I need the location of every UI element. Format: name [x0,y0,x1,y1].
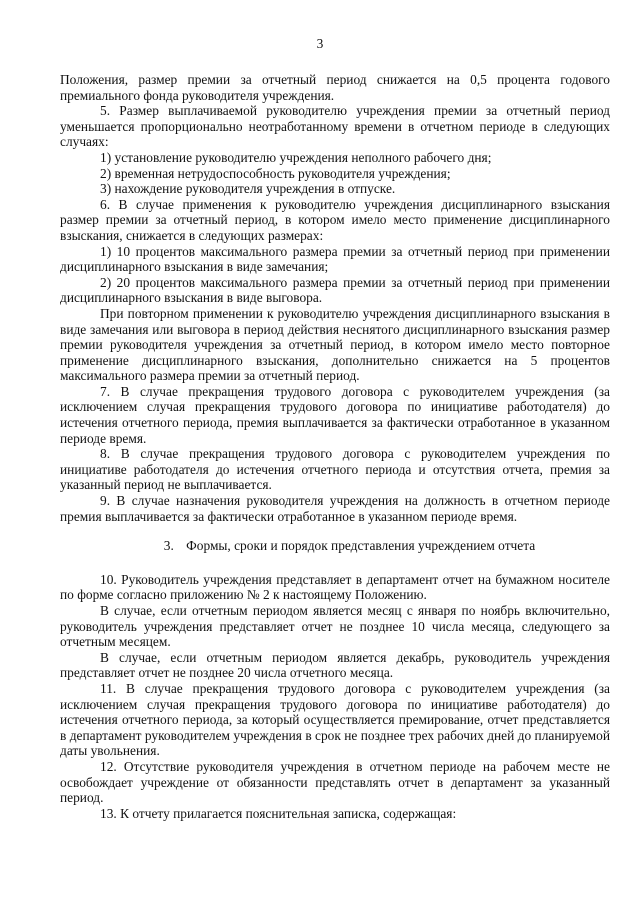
list-item-5-1: 1) установление руководителю учреждения неполного рабочего дня; [100,149,492,165]
list-item-5-2: 2) временная нетрудоспособность руководителя учреждения; [100,165,451,181]
paragraph-6: 6. В случае применения к руководителю учреждения дисциплинарного взыскания размер премии за отчетный период, в котором имело место применение дисциплинарного взыскания, снижается в следующих размерах: [60,196,610,243]
document-body [60,72,610,821]
section-heading [60,538,610,554]
paragraph-9: 9. В случае назначения руководителя учреждения на должность в отчетном периоде премия выплачивается за фактически отработанное в указанном периоде время. [60,493,610,524]
paragraph-5: 5. Размер выплачиваемой руководителю учреждения премии за отчетный период уменьшается пропорционально неотработанному времени в отчетном периоде в следующих случаях: [60,103,610,150]
section-title: Формы, сроки и порядок представления учреждением отчета [186,538,536,554]
paragraph-13: 13. К отчету прилагается пояснительная записка, содержащая: [100,805,457,821]
list-item-6-1: 1) 10 процентов максимального размера премии за отчетный период при применении дисциплинарного взыскания в виде замечания; [60,243,610,275]
section-number: 3. [163,538,174,554]
paragraph-8: 8. В случае прекращения трудового договора с руководителем учреждения по инициативе работодателя до истечения отчетного периода и отсутствия отчета, премия за указанный период не выплачивается. [60,446,610,493]
paragraph-12: 12. Отсутствие руководителя учреждения в отчетном периоде на рабочем месте не освобождает учреждение от обязанности представлять отчет в департамент за указанный период. [60,758,610,806]
paragraph-continuation: Положения, размер премии за отчетный период снижается на 0,5 процента годового премиального фонда руководителя учреждения. [60,72,610,103]
list-item-5-3: 3) нахождение руководителя учреждения в отпуске. [100,181,396,197]
paragraph-10-monthly: В случае, если отчетным периодом является месяц с января по ноябрь включительно, руководитель учреждения представляет отчет не позднее 10 числа месяца, следующего за отчетным месяцем. [60,603,610,650]
page-number: 3 [316,36,324,51]
paragraph-10-december: В случае, если отчетным периодом является декабрь, руководитель учреждения представляет отчет не позднее 20 числа отчетного месяца. [60,649,610,681]
list-item-6-2: 2) 20 процентов максимального размера премии за отчетный период при применении дисциплинарного взыскания в виде выговора. [60,274,610,306]
paragraph-7: 7. В случае прекращения трудового договора с руководителем учреждения (за исключением случая прекращения трудового договора по инициативе работодателя) до истечения отчетного периода, премия выплачивается за фактически отработанное в указанном периоде время. [60,383,610,446]
paragraph-10: 10. Руководитель учреждения представляет в департамент отчет на бумажном носителе по форме согласно приложению № 2 к настоящему Положению. [60,571,610,603]
paragraph-11: 11. В случае прекращения трудового договора с руководителем учреждения (за исключением случая прекращения трудового договора по инициативе работодателя) до истечения отчетного периода, за который осуществляется премирование, отчет представляется в департамент руководителем учреждения в срок не позднее трех рабочих дней до планируемой даты увольнения. [60,680,610,759]
paragraph-6-repeat: При повторном применении к руководителю учреждения дисциплинарного взыскания в виде замечания или выговора в период действия неснятого дисциплинарного взыскания размер премии руководителя учреждения за отчетный период, в котором имело место повторное применение дисциплинарного взыскания, дополнительно снижается на 5 процентов максимального размера премии за отчетный период. [60,305,610,384]
